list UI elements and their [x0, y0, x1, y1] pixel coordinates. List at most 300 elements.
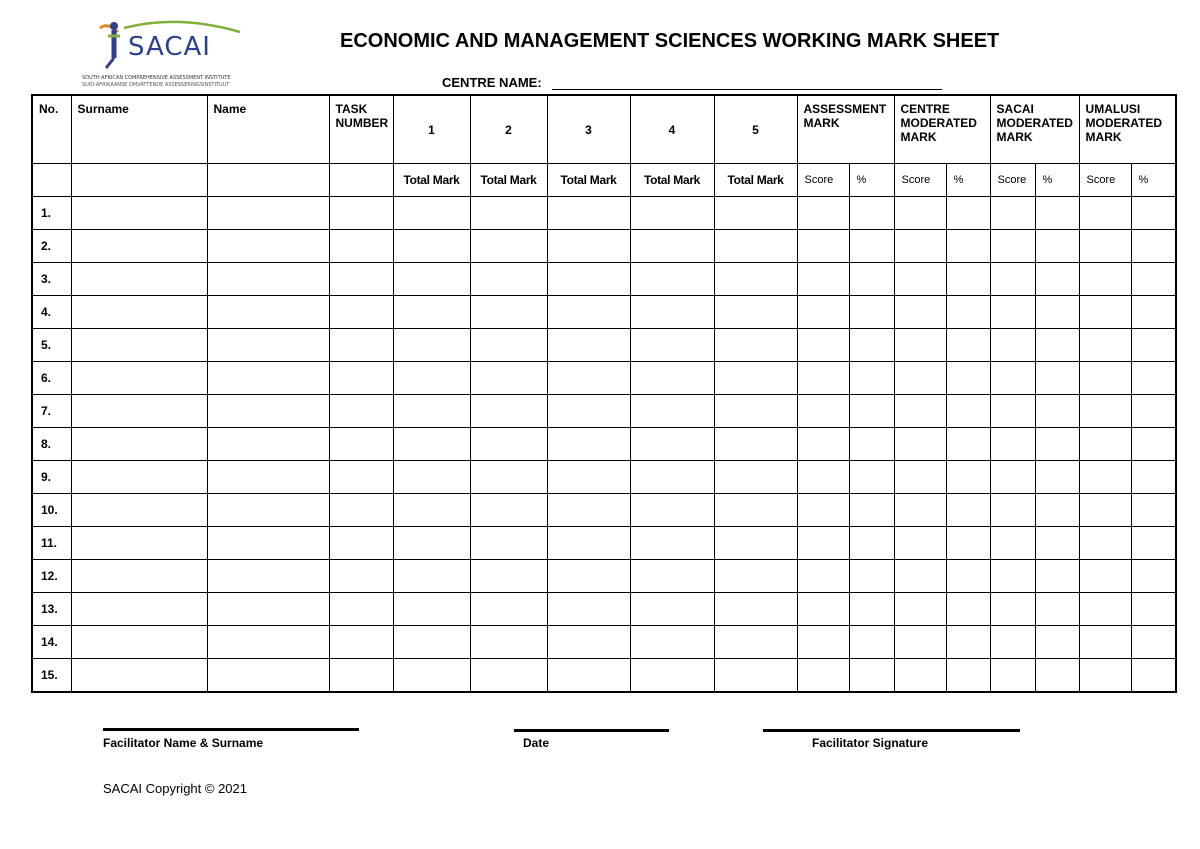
entry-cell[interactable] — [630, 296, 714, 329]
header-assessment-mark: ASSESSMENT MARK — [797, 95, 894, 164]
entry-cell[interactable] — [393, 230, 470, 263]
entry-cell[interactable] — [71, 593, 207, 626]
facilitator-signature-line[interactable] — [763, 729, 1020, 732]
entry-cell[interactable] — [1079, 527, 1131, 560]
entry-cell[interactable] — [71, 659, 207, 693]
facilitator-name-line[interactable] — [103, 728, 359, 731]
entry-cell[interactable] — [894, 626, 946, 659]
entry-cell[interactable] — [329, 329, 393, 362]
entry-cell[interactable] — [71, 230, 207, 263]
entry-cell[interactable] — [1035, 197, 1079, 230]
entry-cell[interactable] — [946, 494, 990, 527]
entry-cell[interactable] — [393, 428, 470, 461]
entry-cell[interactable] — [797, 494, 849, 527]
entry-cell[interactable] — [1079, 362, 1131, 395]
entry-cell[interactable] — [71, 428, 207, 461]
row-number: 6. — [32, 362, 71, 395]
entry-cell[interactable] — [630, 263, 714, 296]
entry-cell[interactable] — [894, 461, 946, 494]
entry-cell[interactable] — [990, 329, 1035, 362]
entry-cell[interactable] — [630, 362, 714, 395]
entry-cell[interactable] — [894, 527, 946, 560]
entry-cell[interactable] — [207, 362, 329, 395]
entry-cell[interactable] — [849, 263, 894, 296]
row-number: 1. — [32, 197, 71, 230]
entry-cell[interactable] — [1035, 626, 1079, 659]
entry-cell[interactable] — [547, 329, 630, 362]
entry-cell[interactable] — [946, 560, 990, 593]
table-row — [32, 428, 1176, 461]
entry-cell[interactable] — [946, 230, 990, 263]
entry-cell[interactable] — [714, 428, 797, 461]
row-number: 5. — [32, 329, 71, 362]
row-number: 14. — [32, 626, 71, 659]
entry-cell[interactable] — [714, 626, 797, 659]
entry-cell[interactable] — [1131, 329, 1176, 362]
score-label: Score — [1079, 164, 1131, 197]
entry-cell[interactable] — [990, 263, 1035, 296]
entry-cell[interactable] — [470, 329, 547, 362]
table-row — [32, 395, 1176, 428]
entry-cell[interactable] — [894, 494, 946, 527]
entry-cell[interactable] — [714, 659, 797, 693]
entry-cell[interactable] — [470, 362, 547, 395]
entry-cell[interactable] — [990, 428, 1035, 461]
entry-cell[interactable] — [797, 362, 849, 395]
entry-cell[interactable] — [207, 461, 329, 494]
entry-cell[interactable] — [470, 197, 547, 230]
entry-cell[interactable] — [946, 461, 990, 494]
entry-cell[interactable] — [470, 461, 547, 494]
entry-cell[interactable] — [1131, 527, 1176, 560]
entry-cell[interactable] — [714, 329, 797, 362]
row-number: 4. — [32, 296, 71, 329]
total-mark-label: Total Mark — [714, 164, 797, 197]
entry-cell[interactable] — [894, 560, 946, 593]
entry-cell[interactable] — [1079, 659, 1131, 693]
row-number: 11. — [32, 527, 71, 560]
entry-cell[interactable] — [797, 593, 849, 626]
entry-cell[interactable] — [894, 296, 946, 329]
entry-cell[interactable] — [470, 428, 547, 461]
entry-cell[interactable] — [946, 362, 990, 395]
entry-cell[interactable] — [894, 428, 946, 461]
entry-cell[interactable] — [849, 560, 894, 593]
entry-cell[interactable] — [1035, 527, 1079, 560]
entry-cell[interactable] — [1079, 494, 1131, 527]
entry-cell[interactable] — [1131, 296, 1176, 329]
entry-cell[interactable] — [547, 296, 630, 329]
entry-cell[interactable] — [797, 296, 849, 329]
entry-cell[interactable] — [329, 461, 393, 494]
row-number: 10. — [32, 494, 71, 527]
entry-cell[interactable] — [1035, 296, 1079, 329]
entry-cell[interactable] — [990, 395, 1035, 428]
entry-cell[interactable] — [630, 395, 714, 428]
entry-cell[interactable] — [1035, 428, 1079, 461]
entry-cell[interactable] — [1079, 560, 1131, 593]
entry-cell[interactable] — [849, 461, 894, 494]
entry-cell[interactable] — [393, 296, 470, 329]
entry-cell[interactable] — [714, 527, 797, 560]
entry-cell[interactable] — [849, 197, 894, 230]
entry-cell[interactable] — [547, 461, 630, 494]
entry-cell[interactable] — [630, 560, 714, 593]
entry-cell[interactable] — [1131, 395, 1176, 428]
entry-cell[interactable] — [71, 395, 207, 428]
entry-cell[interactable] — [329, 527, 393, 560]
entry-cell[interactable] — [1131, 659, 1176, 693]
entry-cell[interactable] — [547, 428, 630, 461]
entry-cell[interactable] — [990, 527, 1035, 560]
entry-cell[interactable] — [1131, 560, 1176, 593]
entry-cell[interactable] — [329, 626, 393, 659]
entry-cell[interactable] — [207, 230, 329, 263]
entry-cell[interactable] — [1079, 626, 1131, 659]
entry-cell[interactable] — [470, 230, 547, 263]
table-row — [32, 296, 1176, 329]
entry-cell[interactable] — [470, 659, 547, 693]
entry-cell[interactable] — [393, 197, 470, 230]
row-number: 8. — [32, 428, 71, 461]
entry-cell[interactable] — [849, 230, 894, 263]
entry-cell[interactable] — [1131, 230, 1176, 263]
entry-cell[interactable] — [329, 428, 393, 461]
entry-cell[interactable] — [849, 626, 894, 659]
entry-cell[interactable] — [946, 395, 990, 428]
entry-cell[interactable] — [894, 197, 946, 230]
blank-subheader-cell — [32, 164, 71, 197]
total-mark-label: Total Mark — [630, 164, 714, 197]
entry-cell[interactable] — [714, 197, 797, 230]
entry-cell[interactable] — [990, 362, 1035, 395]
entry-cell[interactable] — [630, 230, 714, 263]
percent-label: % — [849, 164, 894, 197]
row-number: 15. — [32, 659, 71, 693]
entry-cell[interactable] — [207, 296, 329, 329]
entry-cell[interactable] — [393, 461, 470, 494]
entry-cell[interactable] — [547, 560, 630, 593]
entry-cell[interactable] — [894, 395, 946, 428]
entry-cell[interactable] — [547, 362, 630, 395]
entry-cell[interactable] — [393, 626, 470, 659]
entry-cell[interactable] — [547, 659, 630, 693]
entry-cell[interactable] — [1079, 329, 1131, 362]
entry-cell[interactable] — [849, 428, 894, 461]
entry-cell[interactable] — [797, 659, 849, 693]
entry-cell[interactable] — [1035, 560, 1079, 593]
entry-cell[interactable] — [547, 494, 630, 527]
entry-cell[interactable] — [630, 428, 714, 461]
entry-cell[interactable] — [797, 560, 849, 593]
header-task-2: 2 — [470, 95, 547, 164]
entry-cell[interactable] — [849, 659, 894, 693]
row-number: 3. — [32, 263, 71, 296]
entry-cell[interactable] — [329, 494, 393, 527]
entry-cell[interactable] — [71, 494, 207, 527]
entry-cell[interactable] — [207, 494, 329, 527]
header-task-1: 1 — [393, 95, 470, 164]
entry-cell[interactable] — [329, 296, 393, 329]
logo-subline-english: SOUTH AFRICAN COMPREHENSIVE ASSESSMENT INSTITUTE — [82, 75, 231, 81]
entry-cell[interactable] — [71, 560, 207, 593]
entry-cell[interactable] — [714, 395, 797, 428]
entry-cell[interactable] — [797, 197, 849, 230]
logo-subline-afrikaans: SUID-AFRIKAANSE OMVATTENDE ASSESSERINGSINSTITUUT — [82, 82, 230, 88]
entry-cell[interactable] — [990, 626, 1035, 659]
entry-cell[interactable] — [946, 296, 990, 329]
score-label: Score — [894, 164, 946, 197]
entry-cell[interactable] — [849, 494, 894, 527]
entry-cell[interactable] — [894, 362, 946, 395]
entry-cell[interactable] — [714, 593, 797, 626]
entry-cell[interactable] — [207, 626, 329, 659]
entry-cell[interactable] — [71, 527, 207, 560]
entry-cell[interactable] — [1035, 593, 1079, 626]
entry-cell[interactable] — [547, 197, 630, 230]
date-line[interactable] — [514, 729, 669, 732]
entry-cell[interactable] — [630, 329, 714, 362]
header-task-number: TASK NUMBER — [329, 95, 393, 164]
entry-cell[interactable] — [1131, 494, 1176, 527]
entry-cell[interactable] — [207, 329, 329, 362]
entry-cell[interactable] — [946, 626, 990, 659]
entry-cell[interactable] — [1079, 395, 1131, 428]
entry-cell[interactable] — [71, 626, 207, 659]
entry-cell[interactable] — [990, 197, 1035, 230]
entry-cell[interactable] — [547, 527, 630, 560]
entry-cell[interactable] — [393, 659, 470, 693]
entry-cell[interactable] — [990, 560, 1035, 593]
entry-cell[interactable] — [990, 230, 1035, 263]
entry-cell[interactable] — [630, 659, 714, 693]
entry-cell[interactable] — [1079, 428, 1131, 461]
date-label: Date — [523, 736, 550, 750]
entry-cell[interactable] — [849, 527, 894, 560]
entry-cell[interactable] — [990, 659, 1035, 693]
entry-cell[interactable] — [547, 230, 630, 263]
entry-cell[interactable] — [71, 362, 207, 395]
entry-cell[interactable] — [894, 659, 946, 693]
entry-cell[interactable] — [393, 362, 470, 395]
entry-cell[interactable] — [470, 560, 547, 593]
entry-cell[interactable] — [630, 494, 714, 527]
entry-cell[interactable] — [990, 593, 1035, 626]
table-row — [32, 461, 1176, 494]
entry-cell[interactable] — [393, 395, 470, 428]
entry-cell[interactable] — [630, 626, 714, 659]
entry-cell[interactable] — [849, 296, 894, 329]
entry-cell[interactable] — [894, 263, 946, 296]
header-surname: Surname — [71, 95, 207, 164]
entry-cell[interactable] — [714, 263, 797, 296]
entry-cell[interactable] — [714, 494, 797, 527]
entry-cell[interactable] — [946, 428, 990, 461]
entry-cell[interactable] — [797, 626, 849, 659]
entry-cell[interactable] — [797, 230, 849, 263]
entry-cell[interactable] — [1035, 461, 1079, 494]
entry-cell[interactable] — [1035, 494, 1079, 527]
entry-cell[interactable] — [714, 362, 797, 395]
entry-cell[interactable] — [71, 329, 207, 362]
entry-cell[interactable] — [1079, 593, 1131, 626]
entry-cell[interactable] — [329, 263, 393, 296]
table-row — [32, 626, 1176, 659]
entry-cell[interactable] — [990, 296, 1035, 329]
entry-cell[interactable] — [849, 362, 894, 395]
entry-cell[interactable] — [207, 197, 329, 230]
header-sacai-moderated-mark: SACAI MODERATED MARK — [990, 95, 1079, 164]
table-row — [32, 197, 1176, 230]
entry-cell[interactable] — [797, 428, 849, 461]
entry-cell[interactable] — [1131, 263, 1176, 296]
entry-cell[interactable] — [797, 263, 849, 296]
entry-cell[interactable] — [207, 395, 329, 428]
entry-cell[interactable] — [1035, 659, 1079, 693]
header-centre-moderated-mark: CENTRE MODERATED MARK — [894, 95, 990, 164]
entry-cell[interactable] — [470, 593, 547, 626]
entry-cell[interactable] — [714, 230, 797, 263]
header-task-3: 3 — [547, 95, 630, 164]
header-task-5: 5 — [714, 95, 797, 164]
entry-cell[interactable] — [894, 230, 946, 263]
entry-cell[interactable] — [207, 527, 329, 560]
score-label: Score — [990, 164, 1035, 197]
entry-cell[interactable] — [1035, 329, 1079, 362]
entry-cell[interactable] — [990, 461, 1035, 494]
entry-cell[interactable] — [797, 527, 849, 560]
header-name: Name — [207, 95, 329, 164]
entry-cell[interactable] — [946, 593, 990, 626]
score-label: Score — [797, 164, 849, 197]
centre-name-field[interactable] — [552, 89, 942, 90]
entry-cell[interactable] — [946, 527, 990, 560]
entry-cell[interactable] — [470, 263, 547, 296]
entry-cell[interactable] — [714, 296, 797, 329]
entry-cell[interactable] — [946, 197, 990, 230]
entry-cell[interactable] — [547, 626, 630, 659]
entry-cell[interactable] — [1131, 362, 1176, 395]
entry-cell[interactable] — [329, 593, 393, 626]
copyright-notice: SACAI Copyright © 2021 — [103, 781, 247, 796]
table-row — [32, 329, 1176, 362]
entry-cell[interactable] — [547, 593, 630, 626]
entry-cell[interactable] — [946, 329, 990, 362]
entry-cell[interactable] — [849, 329, 894, 362]
learner-rows — [32, 197, 1176, 693]
entry-cell[interactable] — [329, 197, 393, 230]
table-row — [32, 593, 1176, 626]
entry-cell[interactable] — [894, 329, 946, 362]
entry-cell[interactable] — [393, 560, 470, 593]
entry-cell[interactable] — [470, 626, 547, 659]
row-number: 13. — [32, 593, 71, 626]
entry-cell[interactable] — [797, 461, 849, 494]
entry-cell[interactable] — [630, 593, 714, 626]
table-row — [32, 494, 1176, 527]
header-no: No. — [32, 95, 71, 164]
entry-cell[interactable] — [329, 395, 393, 428]
entry-cell[interactable] — [714, 560, 797, 593]
entry-cell[interactable] — [1131, 197, 1176, 230]
entry-cell[interactable] — [329, 362, 393, 395]
entry-cell[interactable] — [1079, 263, 1131, 296]
entry-cell[interactable] — [547, 395, 630, 428]
entry-cell[interactable] — [207, 560, 329, 593]
entry-cell[interactable] — [71, 461, 207, 494]
blank-subheader-cell — [207, 164, 329, 197]
entry-cell[interactable] — [630, 461, 714, 494]
entry-cell[interactable] — [630, 527, 714, 560]
table-row — [32, 560, 1176, 593]
entry-cell[interactable] — [329, 230, 393, 263]
mark-sheet-table — [31, 94, 1177, 693]
entry-cell[interactable] — [393, 329, 470, 362]
table-row — [32, 362, 1176, 395]
entry-cell[interactable] — [1035, 395, 1079, 428]
entry-cell[interactable] — [329, 560, 393, 593]
facilitator-signature-label: Facilitator Signature — [812, 736, 929, 750]
entry-cell[interactable] — [1131, 428, 1176, 461]
entry-cell[interactable] — [393, 494, 470, 527]
entry-cell[interactable] — [894, 593, 946, 626]
entry-cell[interactable] — [1035, 263, 1079, 296]
entry-cell[interactable] — [393, 527, 470, 560]
entry-cell[interactable] — [946, 263, 990, 296]
entry-cell[interactable] — [1035, 362, 1079, 395]
entry-cell[interactable] — [797, 395, 849, 428]
percent-label: % — [946, 164, 990, 197]
entry-cell[interactable] — [630, 197, 714, 230]
entry-cell[interactable] — [71, 197, 207, 230]
blank-subheader-cell — [329, 164, 393, 197]
entry-cell[interactable] — [1131, 461, 1176, 494]
entry-cell[interactable] — [470, 527, 547, 560]
row-number: 7. — [32, 395, 71, 428]
entry-cell[interactable] — [393, 593, 470, 626]
facilitator-name-label: Facilitator Name & Surname — [103, 736, 264, 750]
entry-cell[interactable] — [207, 263, 329, 296]
entry-cell[interactable] — [207, 659, 329, 693]
entry-cell[interactable] — [797, 329, 849, 362]
entry-cell[interactable] — [71, 263, 207, 296]
total-mark-label: Total Mark — [547, 164, 630, 197]
entry-cell[interactable] — [1131, 626, 1176, 659]
entry-cell[interactable] — [1079, 461, 1131, 494]
entry-cell[interactable] — [1079, 296, 1131, 329]
entry-cell[interactable] — [990, 494, 1035, 527]
row-number: 2. — [32, 230, 71, 263]
entry-cell[interactable] — [470, 395, 547, 428]
entry-cell[interactable] — [393, 263, 470, 296]
entry-cell[interactable] — [1035, 230, 1079, 263]
entry-cell[interactable] — [1079, 230, 1131, 263]
entry-cell[interactable] — [946, 659, 990, 693]
entry-cell[interactable] — [547, 263, 630, 296]
entry-cell[interactable] — [470, 494, 547, 527]
entry-cell[interactable] — [207, 593, 329, 626]
entry-cell[interactable] — [714, 461, 797, 494]
entry-cell[interactable] — [71, 296, 207, 329]
entry-cell[interactable] — [470, 296, 547, 329]
entry-cell[interactable] — [849, 593, 894, 626]
entry-cell[interactable] — [1131, 593, 1176, 626]
entry-cell[interactable] — [1079, 197, 1131, 230]
entry-cell[interactable] — [849, 395, 894, 428]
entry-cell[interactable] — [329, 659, 393, 693]
percent-label: % — [1131, 164, 1176, 197]
entry-cell[interactable] — [207, 428, 329, 461]
